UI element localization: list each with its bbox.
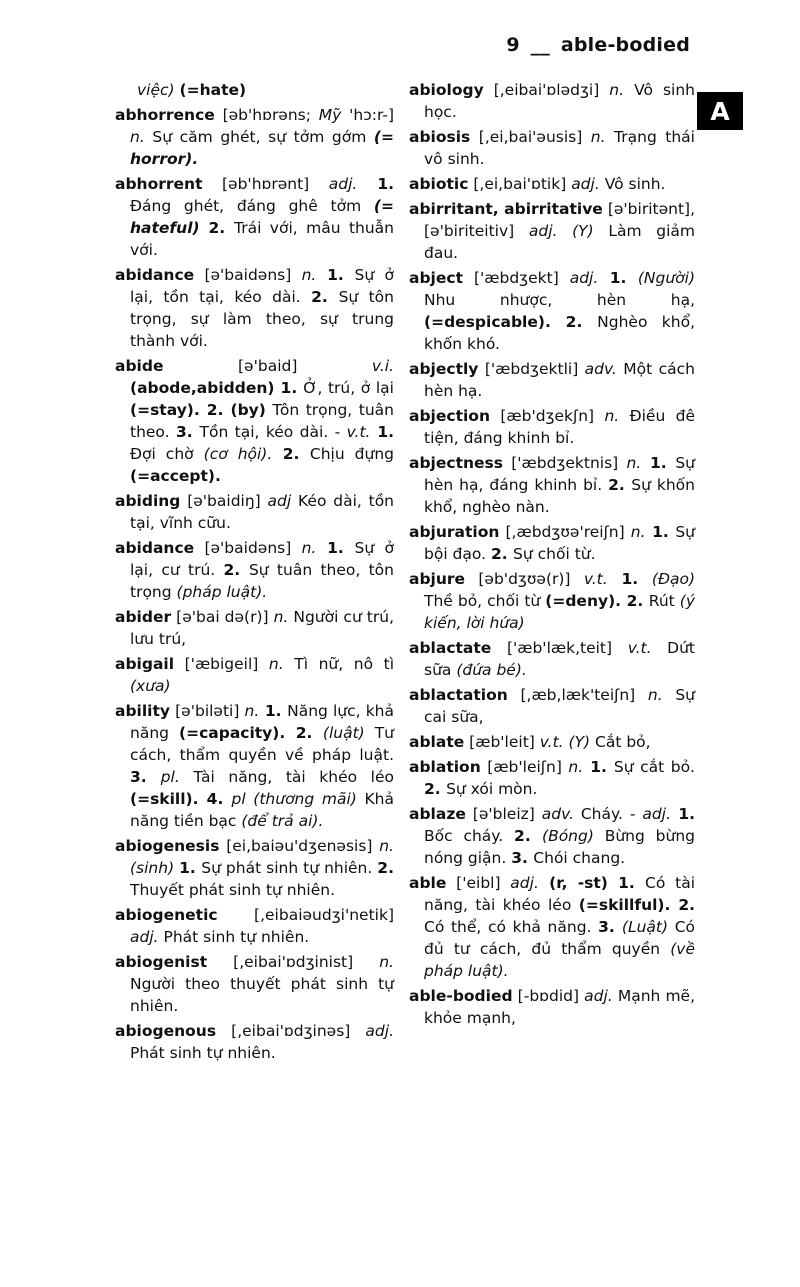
definition-text: Mạnh mẽ, khỏe mạnh, — [424, 987, 696, 1027]
dictionary-entry — [115, 537, 394, 603]
definition-text: Người cư trú, lưu trú, — [130, 608, 394, 648]
headword: abjure — [409, 570, 466, 588]
part-of-speech: pl. — [160, 768, 180, 786]
pronunciation: ['æbdʒekt] — [462, 269, 570, 287]
dictionary-entry — [115, 79, 394, 101]
cross-reference: (=deny). — [545, 592, 622, 610]
usage-label: (pháp luật). — [176, 583, 268, 601]
definition-text: Sự cai sữa, — [424, 686, 696, 726]
sense-number: 3. — [175, 423, 200, 441]
pronunciation: [ə'biləti] — [170, 702, 245, 720]
part-of-speech: adj. — [571, 175, 600, 193]
part-of-speech: n. — [590, 128, 606, 146]
dictionary-entry — [409, 756, 695, 800]
sense-number: 2. — [514, 827, 543, 845]
dictionary-entry — [115, 355, 394, 487]
dictionary-entry — [409, 173, 695, 195]
sense-number: 4. — [198, 790, 232, 808]
part-of-speech: v.t. — [346, 423, 371, 441]
definition-text: Trái với, mâu thuẫn với. — [130, 219, 394, 259]
sense-number: 1. — [316, 539, 355, 557]
pronunciation: [,eibaiəudʒi'netik] — [217, 906, 394, 924]
definition-text: Cắt bỏ, — [590, 733, 651, 751]
pronunciation: [əb'hɒrəns; — [214, 106, 319, 124]
part-of-speech: n. — [379, 837, 394, 855]
part-of-speech: n. — [379, 953, 394, 971]
headword: abiogenesis — [115, 837, 220, 855]
definition-text: Sự cắt bỏ. — [613, 758, 695, 776]
guide-word-separator: __ — [530, 34, 550, 56]
part-of-speech: adj — [267, 492, 292, 510]
pronunciation: [ə'biritənt], [ə'biriteitiv] — [424, 200, 695, 240]
headword: ability — [115, 702, 171, 720]
pronunciation: [ei,baiəu'dʒenəsis] — [219, 837, 380, 855]
headword: abiotic — [409, 175, 469, 193]
pronunciation: [ə'baidiŋ] — [180, 492, 268, 510]
sense-number: 3. — [511, 849, 534, 867]
headword: abiding — [115, 492, 181, 510]
headword: abide — [115, 357, 164, 375]
part-of-speech: adj. — [569, 269, 599, 287]
definition-text: Sự khốn khổ, nghèo nàn. — [424, 476, 695, 516]
definition-text: Phát sinh tự nhiên. — [130, 1044, 276, 1062]
dictionary-entry — [409, 684, 695, 728]
sense-number: 2. — [199, 401, 231, 419]
pronunciation: ['æbdʒektnis] — [502, 454, 627, 472]
part-of-speech: adv. — [584, 360, 617, 378]
definition-text: Sự chối từ. — [513, 545, 596, 563]
pronunciation: [,æbdʒʊə'reiʃn] — [499, 523, 631, 541]
sense-number: 2. — [377, 859, 394, 877]
definition-text: Làm giảm đau. — [424, 222, 695, 262]
dictionary-entry — [409, 803, 695, 869]
column-left — [115, 79, 394, 1067]
definition-text: Sự xói mòn. — [446, 780, 538, 798]
sense-number: 2. — [311, 288, 339, 306]
headword: ablactate — [409, 639, 492, 657]
sense-number: 1. — [280, 379, 304, 397]
cross-reference: (abode,abidden) — [130, 379, 281, 397]
usage-label: (Luật) — [621, 918, 669, 936]
sense-number: 2. — [272, 445, 310, 463]
usage-label: (cơ hội). — [203, 445, 273, 463]
headword: abirritant, abirritative — [409, 200, 603, 218]
sense-number: 1. — [179, 859, 202, 877]
page-header — [506, 34, 690, 56]
definition-text: Chịu đựng — [309, 445, 395, 463]
pronunciation: 'hɔ:r-] — [341, 106, 394, 124]
part-of-speech: pl — [231, 790, 246, 808]
headword: ablactation — [409, 686, 508, 704]
column-right — [409, 79, 695, 1032]
definition-text: Sự bội đạo. — [424, 523, 695, 563]
definition-text: Thuyết phát sinh tự nhiên. — [130, 881, 336, 899]
definition-text: Sự ở lại, tồn tại, kéo dài. — [130, 266, 394, 306]
definition-text: Nhu nhược, hèn hạ, — [424, 291, 695, 309]
part-of-speech: adj. — [528, 222, 558, 240]
sense-number: 1. — [583, 758, 614, 776]
definition-text: Một cách hèn hạ. — [424, 360, 696, 400]
dictionary-entry — [409, 126, 695, 170]
dictionary-entry — [409, 198, 695, 264]
definition-text: Sự hèn hạ, đáng khinh bỉ. — [424, 454, 695, 494]
usage-label: Mỹ — [318, 106, 342, 124]
dictionary-entry — [409, 79, 695, 123]
dictionary-entry — [115, 904, 394, 948]
usage-label: (đứa bé). — [456, 661, 527, 679]
headword: abiology — [409, 81, 484, 99]
definition-text: Đáng ghét, đáng ghê tởm — [130, 197, 374, 215]
sense-number: 2. — [223, 561, 249, 579]
headword: abhorrence — [115, 106, 215, 124]
thumb-tab — [697, 92, 743, 130]
definition-text: Sự phát sinh tự nhiên. — [201, 859, 378, 877]
cross-reference: (r, -st) — [538, 874, 619, 892]
sense-number: 1. — [645, 523, 676, 541]
headword: abjectly — [409, 360, 479, 378]
guide-word: able-bodied — [560, 34, 690, 56]
definition-text: Có tài năng, tài khéo léo — [424, 874, 695, 914]
dictionary-entry — [115, 490, 394, 534]
headword: abiogenetic — [115, 906, 218, 924]
definition-text: Nghèo khổ, khốn khó. — [424, 313, 696, 353]
dictionary-entry — [409, 985, 695, 1029]
pronunciation: [æb'leit] — [464, 733, 540, 751]
definition-text: Sự ở lại, cư trú. — [130, 539, 394, 579]
headword: abiogenist — [115, 953, 208, 971]
usage-label: việc) — [137, 81, 180, 99]
headword: abidance — [115, 266, 195, 284]
dictionary-entry — [115, 835, 394, 901]
definition-text: Khả năng tiền bạc — [130, 790, 394, 830]
sense-number: 2. — [621, 592, 649, 610]
pronunciation: [æb'leiʃn] — [480, 758, 569, 776]
page-number: 9 — [506, 34, 520, 56]
sense-number: 2. — [285, 724, 323, 742]
usage-label: (để trả ai). — [241, 812, 324, 830]
dictionary-entry — [409, 568, 695, 634]
sense-number: 2. — [199, 219, 235, 237]
sense-number: 2. — [550, 313, 598, 331]
dictionary-entry — [409, 521, 695, 565]
dictionary-entry — [409, 872, 695, 982]
part-of-speech: v.t. — [627, 639, 652, 657]
pronunciation: [æb'dʒekʃn] — [489, 407, 605, 425]
dictionary-entry — [115, 653, 394, 697]
part-of-speech: n. — [604, 407, 620, 425]
pronunciation: [,eibai'ɒdʒinist] — [207, 953, 380, 971]
part-of-speech: adj. — [642, 805, 671, 823]
definition-text: Tôn trọng, tuân theo. — [130, 401, 394, 441]
definition-text: Điều đê tiện, đáng khinh bỉ. — [424, 407, 696, 447]
sense-number: 1. — [316, 266, 355, 284]
cross-reference: (=despicable). — [424, 313, 551, 331]
pronunciation: [ə'bai də(r)] — [171, 608, 274, 626]
headword: abjection — [409, 407, 490, 425]
usage-label: (Y) — [557, 222, 594, 240]
pronunciation: [ə'baid] — [163, 357, 372, 375]
part-of-speech: adj. — [584, 987, 613, 1005]
usage-label: (Người) — [637, 269, 695, 287]
pronunciation: [,æb,læk'teiʃn] — [507, 686, 648, 704]
definition-text: Sự căm ghét, sự tởm gớm — [144, 128, 374, 146]
sense-number: 3. — [130, 768, 161, 786]
definition-text: Vô sinh. — [599, 175, 666, 193]
pronunciation: [ə'baidəns] — [194, 539, 302, 557]
sense-number: 1. — [670, 805, 695, 823]
part-of-speech: n. — [273, 608, 289, 626]
usage-label: (thương mãi) — [245, 790, 357, 808]
sense-number: 1. — [641, 454, 676, 472]
definition-text: Người theo thuyết phát sinh tự nhiên. — [130, 975, 394, 1015]
pronunciation: [ə'bleiz] — [465, 805, 542, 823]
definition-text: Trạng thái vô sinh. — [424, 128, 695, 168]
dictionary-entry — [409, 452, 695, 518]
headword: abject — [409, 269, 463, 287]
part-of-speech: adj. — [328, 175, 358, 193]
pronunciation: [,eibai'ɒlədʒi] — [483, 81, 610, 99]
definition-text: Rút — [648, 592, 680, 610]
part-of-speech: v.t. — [583, 570, 608, 588]
sense-number: 1. — [357, 175, 394, 193]
definition-text: Có thể, có khả năng. — [424, 918, 599, 936]
definition-text: Kéo dài, tồn tại, vĩnh cữu. — [130, 492, 395, 532]
headword: abjectness — [409, 454, 503, 472]
dictionary-entry — [115, 1020, 394, 1064]
definition-text: Dứt sữa — [424, 639, 695, 679]
sense-number: 1. — [259, 702, 288, 720]
headword: abidance — [115, 539, 195, 557]
cross-reference: (=skill). — [130, 790, 199, 808]
pronunciation: ['æbigeil] — [174, 655, 269, 673]
definition-text: Thề bỏ, chối từ — [424, 592, 546, 610]
pronunciation: [əb'dʒʊə(r)] — [465, 570, 584, 588]
part-of-speech: adj. — [130, 928, 159, 946]
sense-number: 3. — [598, 918, 622, 936]
cross-reference: (=accept). — [130, 467, 221, 485]
headword: ablaze — [409, 805, 466, 823]
definition-text: Bốc cháy. — [424, 827, 515, 845]
sense-number: 1. — [370, 423, 394, 441]
definition-text: Sự tuân theo, tôn trọng — [130, 561, 394, 601]
pronunciation: [,ei,bai'ɒtik] — [468, 175, 572, 193]
usage-label: (sinh) — [130, 859, 180, 877]
definition-text: Có đủ tư cách, đủ thẩm quyền — [424, 918, 695, 958]
cross-reference: (=skillful). — [578, 896, 671, 914]
usage-label: (về pháp luật). — [424, 940, 695, 980]
definition-text: Tư cách, thẩm quyền về pháp luật. — [130, 724, 394, 764]
headword: abiogenous — [115, 1022, 217, 1040]
part-of-speech: v.i. — [371, 357, 394, 375]
part-of-speech: n. — [301, 539, 317, 557]
definition-text: Chói chang. — [533, 849, 626, 867]
pronunciation: [ə'baidəns] — [194, 266, 302, 284]
definition-text: Sự tôn trọng, sự làm theo, sự trung thành với. — [130, 288, 394, 350]
headword: able-bodied — [409, 987, 513, 1005]
cross-reference: (=stay). — [130, 401, 200, 419]
pronunciation: [,ei,bai'əusis] — [470, 128, 591, 146]
sense-number: 2. — [608, 476, 632, 494]
cross-reference: (= horror). — [130, 128, 394, 168]
part-of-speech: n. — [301, 266, 317, 284]
dictionary-entry — [115, 104, 394, 170]
headword: abider — [115, 608, 172, 626]
sense-number: 2. — [490, 545, 514, 563]
dictionary-entry — [115, 606, 394, 650]
definition-text: Tì nữ, nô tì — [283, 655, 395, 673]
pronunciation: ['eibl] — [446, 874, 511, 892]
pronunciation: [əb'hɒrənt] — [202, 175, 329, 193]
definition-text: Bừng bừng nóng giận. — [424, 827, 695, 867]
part-of-speech: adj. — [510, 874, 539, 892]
definition-text: Cháy. - — [573, 805, 643, 823]
part-of-speech: adv. — [541, 805, 574, 823]
definition-text: Ở, trú, ở lại — [303, 379, 394, 397]
sense-number: 1. — [598, 269, 638, 287]
part-of-speech: adj. — [365, 1022, 394, 1040]
dictionary-entry — [115, 700, 394, 832]
headword: abjuration — [409, 523, 500, 541]
part-of-speech: n. — [130, 128, 145, 146]
usage-label: (ý kiến, lời hứa) — [424, 592, 695, 632]
headword: abigail — [115, 655, 175, 673]
headword: ablate — [409, 733, 465, 751]
definition-text: Tồn tại, kéo dài. - — [199, 423, 347, 441]
cross-reference: (=capacity). — [179, 724, 286, 742]
definition-text: Vô sinh học. — [424, 81, 695, 121]
usage-label: (xưa) — [130, 677, 171, 695]
part-of-speech: n. — [609, 81, 625, 99]
dictionary-entry — [115, 264, 394, 352]
part-of-speech: n. — [568, 758, 584, 776]
dictionary-entry — [409, 358, 695, 402]
pronunciation: [-bɒdid] — [512, 987, 585, 1005]
headword: abhorrent — [115, 175, 203, 193]
part-of-speech: v.t. — [539, 733, 564, 751]
cross-reference: (=hate) — [179, 81, 247, 99]
headword: able — [409, 874, 447, 892]
usage-label: (Y) — [563, 733, 591, 751]
part-of-speech: n. — [268, 655, 284, 673]
dictionary-entry — [409, 637, 695, 681]
dictionary-entry — [409, 731, 695, 753]
cross-reference: (= hateful) — [130, 197, 394, 237]
definition-text: Năng lực, khả năng — [130, 702, 394, 742]
definition-text: Phát sinh tự nhiên. — [158, 928, 310, 946]
usage-label: (luật) — [322, 724, 365, 742]
sense-number: 1. — [607, 570, 652, 588]
part-of-speech: n. — [244, 702, 260, 720]
pronunciation: [,eibai'ɒdʒinəs] — [216, 1022, 366, 1040]
thumb-tab-letter: A — [710, 96, 730, 126]
pronunciation: ['æbdʒektli] — [478, 360, 585, 378]
headword: abiosis — [409, 128, 471, 146]
dictionary-entry — [409, 267, 695, 355]
usage-label: (Bóng) — [542, 827, 594, 845]
definition-text: Đợi chờ — [130, 445, 204, 463]
sense-number: 1. — [618, 874, 646, 892]
definition-text: Tài năng, tài khéo léo — [179, 768, 394, 786]
sense-number: 2. — [424, 780, 447, 798]
dictionary-entry — [115, 173, 394, 261]
dictionary-entry — [409, 405, 695, 449]
pronunciation: ['æb'læk,teit] — [491, 639, 628, 657]
dictionary-entry — [115, 951, 394, 1017]
part-of-speech: n. — [626, 454, 642, 472]
usage-label: (Đạo) — [651, 570, 695, 588]
sense-number: 2. — [670, 896, 695, 914]
headword: ablation — [409, 758, 481, 776]
part-of-speech: n. — [630, 523, 646, 541]
cross-reference: (by) — [230, 401, 266, 419]
part-of-speech: n. — [647, 686, 663, 704]
